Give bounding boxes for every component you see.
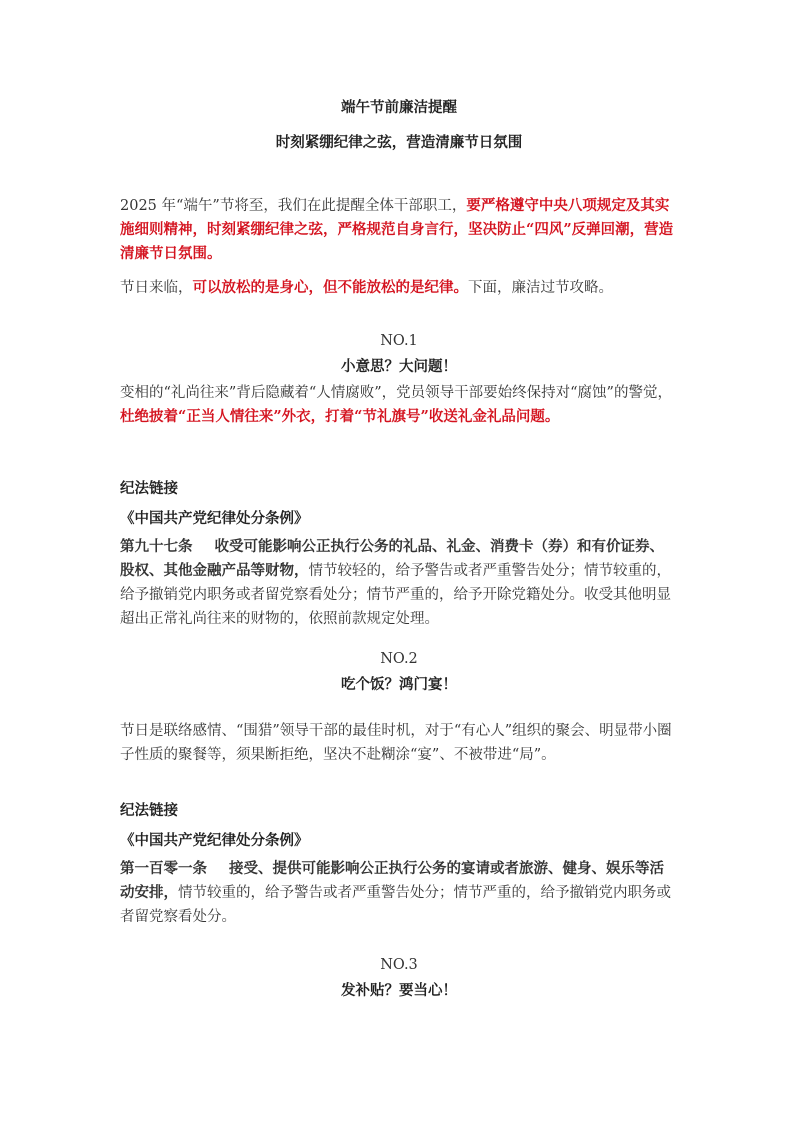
section-body-text: 节日是联络感情、“围猎”领导干部的最佳时机，对于“有心人”组织的聚会、明显带小圈子性质的聚餐等，须果断拒绝，坚决不赴糊涂“宴”、不被带进“局”。 xyxy=(120,723,672,763)
intro-emphasis: 可以放松的是身心，但不能放松的是纪律。 xyxy=(192,279,468,296)
law-name: 《中国共产党纪律处分条例》 xyxy=(120,510,309,527)
section-body-emphasis: 杜绝披着“正当人情往来”外衣，打着“节礼旗号”收送礼金礼品问题。 xyxy=(120,408,560,425)
intro-text: 2025 年“端午”节将至，我们在此提醒全体干部职工， xyxy=(120,198,467,214)
law-article xyxy=(120,857,678,929)
law-link-label: 纪法链接 xyxy=(120,802,178,819)
intro-paragraph-2 xyxy=(120,276,678,300)
intro-text: 节日来临， xyxy=(120,280,193,296)
section-number: NO.1 xyxy=(380,333,418,349)
page-title: 端午节前廉洁提醒 xyxy=(341,99,457,116)
intro-text: 下面，廉洁过节攻略。 xyxy=(468,280,613,296)
section-heading: 小意思？大问题！ xyxy=(341,358,457,375)
intro-paragraph-1 xyxy=(120,194,678,266)
law-article xyxy=(120,535,678,631)
section-number: NO.3 xyxy=(380,957,418,973)
article-emphasis: 收受可能影响公正执行公务的礼品、礼金、消费卡（券）和有价证券、股权、其他金融产品等财物， xyxy=(120,538,664,579)
article-text: 情节较轻的，给予警告或者严重警告处分；情节较重的，给予撤销党内职务或者留党察看处分；情节严重的，给予开除党籍处分。收受其他明显超出正常礼尚往来的财物的，依照前款规定处理。 xyxy=(120,563,671,627)
section-body xyxy=(120,381,678,429)
article-number: 第九十七条 xyxy=(120,538,193,555)
law-link-label: 纪法链接 xyxy=(120,480,178,497)
article-text: 情节较重的，给予警告或者严重警告处分；情节严重的，给予撤销党内职务或者留党察看处分。 xyxy=(120,885,671,925)
section-heading: 吃个饭？鸿门宴！ xyxy=(341,676,457,693)
section-body-text: 变相的“礼尚往来”背后隐藏着“人情腐败”，党员领导干部要始终保持对“腐蚀”的警觉， xyxy=(120,385,672,401)
article-emphasis: 接受、提供可能影响公正执行公务的宴请或者旅游、健身、娱乐等活动安排， xyxy=(120,860,664,901)
section-number: NO.2 xyxy=(380,651,418,667)
section-body xyxy=(120,719,678,767)
page-subtitle: 时刻紧绷纪律之弦，营造清廉节日氛围 xyxy=(275,134,523,151)
section-heading: 发补贴？要当心！ xyxy=(341,982,457,999)
law-name: 《中国共产党纪律处分条例》 xyxy=(120,832,309,849)
article-number: 第一百零一条 xyxy=(120,860,207,877)
intro-emphasis: 要严格遵守中央八项规定及其实施细则精神，时刻紧绷纪律之弦，严格规范自身言行，坚决防止“四风”反弹回潮，营造清廉节日氛围。 xyxy=(120,197,674,262)
